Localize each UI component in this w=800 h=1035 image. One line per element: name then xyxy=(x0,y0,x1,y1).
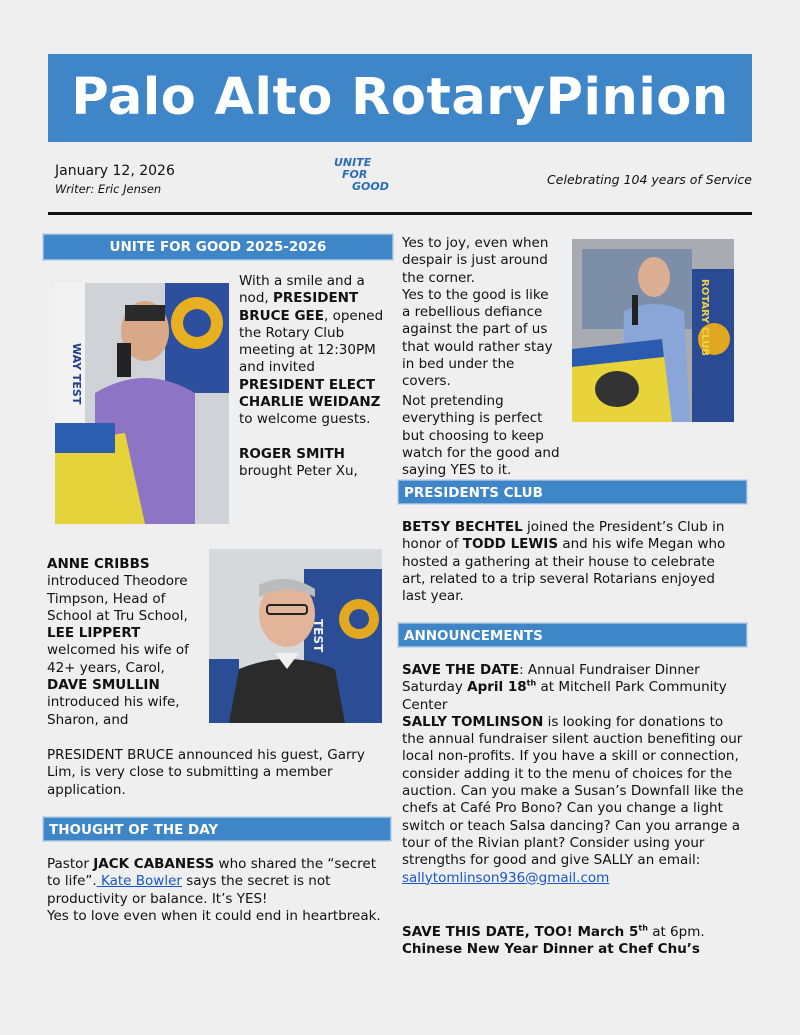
name-roger-smith: ROGER SMITH xyxy=(239,445,345,462)
thought-continuation: Yes to joy, even when despair is just around the corner. Yes to the good is like a rebellious defiance against the part of us that would rather stay in bed under the covers. xyxy=(402,235,553,390)
header-divider xyxy=(48,212,752,215)
thought-paragraph: Pastor JACK CABANESS who shared the “secret to life”. Kate Bowler says the secret is not productivity or balance. It’s YES! Yes to love even when it could end in heartbreak. xyxy=(47,856,381,924)
name-lee-lippert: LEE LIPPERT xyxy=(47,625,141,642)
announcement-chinese-new-year: SAVE THIS DATE, TOO! March 5th at 6pm. Chinese New Year Dinner at Chef Chu’s xyxy=(402,923,705,958)
name-anne-cribbs: ANNE CRIBBS xyxy=(47,556,150,572)
unite-paragraph-3: PRESIDENT BRUCE announced his guest, Garry Lim, is very close to submitting a member application. xyxy=(47,747,365,798)
sally-email-link[interactable]: sallytomlinson936@gmail.com xyxy=(402,869,610,886)
fundraiser-date: April 18th xyxy=(467,678,537,696)
name-sally-tomlinson: SALLY TOMLINSON xyxy=(402,713,544,730)
issue-date: January 12, 2026 xyxy=(55,163,175,179)
banner-text: ROTARY CLUB xyxy=(699,279,710,356)
photo-speaker-podium xyxy=(572,239,734,422)
kate-bowler-link[interactable]: Kate Bowler xyxy=(96,873,182,890)
name-dave-smullin: DAVE SMULLIN xyxy=(47,677,160,694)
save-the-date-label: SAVE THE DATE xyxy=(402,662,520,678)
unite-paragraph-2: ANNE CRIBBS introduced Theodore Timpson, Head of School at Tru School, LEE LIPPERT welcomed his wife of 42+ years, Carol, DAVE SMULLIN introduced his wife, Sharon, and xyxy=(47,556,189,728)
masthead-banner xyxy=(48,54,752,142)
unite-paragraph-1: With a smile and a nod, PRESIDENT BRUCE GEE, opened the Rotary Club meeting at 12:30PM and invited PRESIDENT ELECT CHARLIE WEIDANZ to welcome guests. ROGER SMITH brought Peter Xu, xyxy=(239,273,384,480)
tagline: Celebrating 104 years of Service xyxy=(547,172,752,187)
photo-president-bruce xyxy=(55,283,229,524)
unite-for-good-logo: UNITE FOR GOOD xyxy=(334,156,389,193)
thought-continuation-2: Not pretending everything is perfect but choosing to keep watch for the good and saying YES to it. xyxy=(402,393,560,479)
section-heading-thought: THOUGHT OF THE DAY xyxy=(43,817,391,841)
presidents-paragraph: BETSY BECHTEL joined the President’s Club in honor of TODD LEWIS and his wife Megan who hosted a gathering at their house to celebrate art, related to a trip several Rotarians enjoyed last year. xyxy=(402,519,726,605)
section-heading-announcements: ANNOUNCEMENTS xyxy=(398,623,747,647)
banner-text: WAY TEST xyxy=(70,343,83,405)
announcement-fundraiser: SAVE THE DATE: Annual Fundraiser Dinner Saturday April 18th at Mitchell Park Community Center SALLY TOMLINSON is looking for donations to the annual fundraiser silent auction benefiting our local non-profits. If you have a skill or connection, consider adding it to the menu of choices for the auction. Can you make a Susan’s Downfall like the chefs at Café Pro Bono? Can you change a light switch or teach Salsa dancing? Can you arrange a tour of the Rivian plant? Consider using your strengths for good and give SALLY an email: sallytomlinson936@gmail.com xyxy=(402,662,744,886)
section-heading-presidents: PRESIDENTS CLUB xyxy=(398,480,747,504)
chinese-new-year-dinner: Chinese New Year Dinner at Chef Chu’s xyxy=(402,941,700,958)
name-betsy-bechtel: BETSY BECHTEL xyxy=(402,519,523,535)
name-jack-cabaness: JACK CABANESS xyxy=(93,856,215,872)
writer-credit: Writer: Eric Jensen xyxy=(55,182,162,196)
name-charlie-weidanz: PRESIDENT ELECT CHARLIE WEIDANZ xyxy=(239,376,381,411)
newsletter-title: Palo Alto RotaryPinion xyxy=(71,68,729,127)
save-this-date-too: SAVE THIS DATE, TOO! March 5th xyxy=(402,923,648,940)
banner-text: TEST xyxy=(311,619,325,653)
name-todd-lewis: TODD LEWIS xyxy=(462,536,559,553)
photo-guest xyxy=(209,549,382,723)
name-bruce-gee: PRESIDENT BRUCE GEE xyxy=(239,290,359,324)
section-heading-unite: UNITE FOR GOOD 2025-2026 xyxy=(43,234,393,260)
